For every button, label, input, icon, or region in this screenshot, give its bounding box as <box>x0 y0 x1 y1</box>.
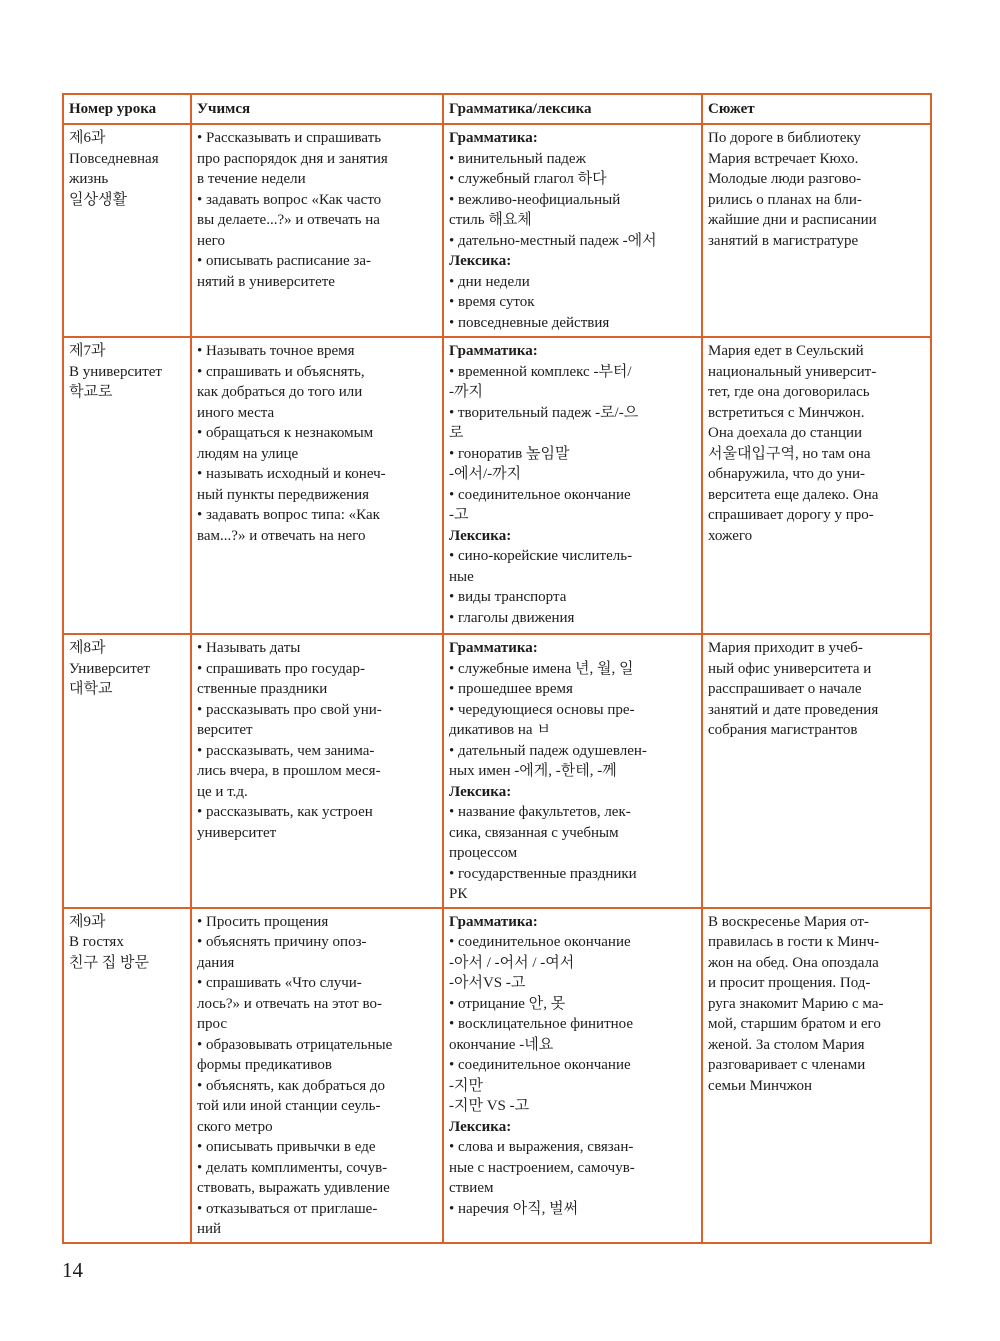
cell-line: хожего <box>708 527 753 544</box>
cell-line: семьи Минчжон <box>708 1077 813 1094</box>
learn-cell <box>191 908 443 1243</box>
cell-line: занятий и дате проведения <box>708 701 879 718</box>
cell-line: • прошедшее время <box>449 681 573 697</box>
table-row <box>63 908 931 1243</box>
cell-line: • Рассказывать и спрашивать <box>197 130 382 146</box>
cell-line: 일상생활 <box>69 191 127 208</box>
cell-line: • повседневные действия <box>449 314 610 331</box>
grammar-cell <box>443 634 702 908</box>
cell-line: В гостях <box>69 934 124 950</box>
cell-line: 대학교 <box>69 681 113 697</box>
cell-line: • чередующиеся основы пре- <box>449 701 635 718</box>
cell-line: процессом <box>449 845 518 861</box>
cell-line: ные <box>449 568 474 585</box>
cell-line: как добраться до того или <box>197 384 363 400</box>
cell-line: Мария встречает Кюхо. <box>708 150 859 167</box>
cell-line: • гоноратив 높임말 <box>449 445 570 462</box>
cell-line: университет <box>197 824 277 841</box>
cell-line: лись вчера, в прошлом меся- <box>197 763 381 779</box>
cell-line: 서울대입구역, но там она <box>708 445 871 462</box>
cell-line: • дни недели <box>449 273 530 290</box>
cell-line: ского метро <box>197 1118 273 1135</box>
learn-cell <box>191 124 443 337</box>
cell-line: жон на обед. Она опоздала <box>708 954 879 971</box>
cell-line: 로 <box>449 425 464 441</box>
cell-line: • соединительное окончание <box>449 486 631 503</box>
cell-line: • служебные имена 년, 월, 일 <box>449 660 634 677</box>
plot-cell <box>702 124 931 337</box>
cell-line: -아서VS -고 <box>449 975 526 991</box>
cell-line: 학교로 <box>69 384 113 400</box>
plot-cell <box>702 634 931 908</box>
cell-line: • соединительное окончание <box>449 934 631 950</box>
cell-line: верситет <box>197 722 253 738</box>
cell-line: Лексика: <box>449 253 512 269</box>
lesson-cell <box>63 634 191 908</box>
cell-line: дикативов на ㅂ <box>449 722 551 738</box>
cell-line: формы предикативов <box>197 1057 332 1073</box>
plot-cell <box>702 337 931 634</box>
cell-line: встретиться с Минчжон. <box>708 404 865 421</box>
cell-line: • Просить прощения <box>197 913 329 930</box>
cell-line: РК <box>449 886 468 902</box>
grammar-cell <box>443 908 702 1243</box>
cell-line: занятий в магистратуре <box>708 232 859 249</box>
cell-line: вам...?» и отвечать на него <box>197 527 366 544</box>
cell-line: Повседневная <box>69 150 159 167</box>
cell-line: ственные праздники <box>197 681 328 697</box>
cell-line: про распорядок дня и занятия <box>197 150 388 167</box>
cell-line: • называть исходный и конеч- <box>197 466 386 482</box>
cell-line: жайшие дни и расписании <box>708 212 877 228</box>
cell-line: • делать комплименты, сочув- <box>197 1159 388 1176</box>
cell-line: • образовывать отрицательные <box>197 1036 393 1053</box>
cell-line: и просит прощения. Под- <box>708 975 871 991</box>
cell-line: -에서/-까지 <box>449 466 522 482</box>
cell-line: той или иной станции сеуль- <box>197 1098 381 1114</box>
cell-line: • объяснять причину опоз- <box>197 934 367 950</box>
cell-line: жизнь <box>69 171 109 187</box>
cell-line: • задавать вопрос типа: «Как <box>197 507 380 523</box>
cell-line: разговаривает с членами <box>708 1057 866 1073</box>
cell-line: женой. За столом Мария <box>708 1036 865 1053</box>
cell-line: • спрашивать «Что случи- <box>197 975 362 991</box>
cell-line: иного места <box>197 404 275 421</box>
cell-line: • слова и выражения, связан- <box>449 1139 634 1155</box>
cell-line: ные с настроением, самочув- <box>449 1159 635 1176</box>
cell-line: Она доехала до станции <box>708 425 863 441</box>
cell-line: дания <box>197 954 235 971</box>
cell-line: В воскресенье Мария от- <box>708 913 869 930</box>
cell-line: • спрашивать и объяснять, <box>197 363 365 380</box>
cell-line: -아서 / -어서 / -여서 <box>449 954 575 971</box>
cell-line: • дательно-местный падеж -에서 <box>449 232 657 249</box>
cell-line: сика, связанная с учебным <box>449 824 619 841</box>
cell-line: Университет <box>69 660 150 677</box>
cell-line: • отрицание 안, 못 <box>449 995 566 1012</box>
cell-line: людям на улице <box>197 445 299 462</box>
lesson-cell <box>63 337 191 634</box>
cell-line: 제7과 <box>69 343 106 359</box>
cell-line: Грамматика: <box>449 130 538 146</box>
lesson-cell <box>63 908 191 1243</box>
cell-line: -고 <box>449 507 469 523</box>
cell-line: • спрашивать про государ- <box>197 660 365 677</box>
cell-line: руга знакомит Марию с ма- <box>708 995 884 1012</box>
cell-line: Мария едет в Сеульский <box>708 343 864 359</box>
lesson-cell <box>63 124 191 337</box>
cell-line: в течение недели <box>197 171 306 187</box>
table-header-row <box>63 94 931 124</box>
cell-line: • восклицательное финитное <box>449 1016 633 1032</box>
learn-cell <box>191 337 443 634</box>
cell-line: • служебный глагол 하다 <box>449 171 607 187</box>
cell-line: По дороге в библиотеку <box>708 130 861 146</box>
cell-line: прос <box>197 1016 228 1032</box>
cell-line: • рассказывать про свой уни- <box>197 701 382 718</box>
cell-line: Лексика: <box>449 1118 512 1135</box>
cell-line: • вежливо-неофициальный <box>449 191 621 208</box>
header-grammar-vocabulary: Грамматика/лексика <box>443 94 702 124</box>
cell-line: лось?» и отвечать на этот во- <box>197 995 382 1012</box>
cell-line: национальный университ- <box>708 363 877 380</box>
cell-line: -지만 <box>449 1077 483 1094</box>
cell-line: нятий в университете <box>197 273 335 290</box>
grammar-cell <box>443 337 702 634</box>
cell-line: • винительный падеж <box>449 150 586 167</box>
cell-line: • дательный падеж одушевлен- <box>449 742 647 759</box>
cell-line: • объяснять, как добраться до <box>197 1077 386 1094</box>
cell-line: • описывать расписание за- <box>197 253 372 269</box>
cell-line: ствием <box>449 1180 494 1196</box>
cell-line: • временной комплекс -부터/ <box>449 363 632 380</box>
plot-cell <box>702 908 931 1243</box>
cell-line: собрания магистрантов <box>708 722 858 738</box>
header-learn: Учимся <box>191 94 443 124</box>
cell-line: • отказываться от приглаше- <box>197 1200 378 1217</box>
cell-line: него <box>197 232 225 249</box>
table-row <box>63 124 931 337</box>
cell-line: тет, где она договорилась <box>708 384 870 400</box>
cell-line: • государственные праздники <box>449 865 637 882</box>
cell-line: • описывать привычки в еде <box>197 1139 376 1155</box>
cell-line: • Называть точное время <box>197 343 355 359</box>
cell-line: обнаружила, что до уни- <box>708 466 866 482</box>
cell-line: • Называть даты <box>197 640 301 656</box>
cell-line: 제9과 <box>69 913 106 930</box>
cell-line: • название факультетов, лек- <box>449 804 631 820</box>
cell-line: вы делаете...?» и отвечать на <box>197 212 380 228</box>
cell-line: рились о планах на бли- <box>708 191 862 208</box>
cell-line: стиль 해요체 <box>449 212 532 228</box>
table-row <box>63 634 931 908</box>
table-row <box>63 337 931 634</box>
cell-line: верситета еще далеко. Она <box>708 486 879 503</box>
cell-line: Грамматика: <box>449 640 538 656</box>
cell-line: 제8과 <box>69 640 106 656</box>
lesson-table <box>62 93 932 1244</box>
page-number: 14 <box>62 1258 83 1282</box>
cell-line: Молодые люди разгово- <box>708 171 862 187</box>
cell-line: 제6과 <box>69 130 106 146</box>
cell-line: правилась в гости к Минч- <box>708 934 880 950</box>
cell-line: -까지 <box>449 384 483 400</box>
cell-line: • рассказывать, как устроен <box>197 804 373 820</box>
cell-line: Лексика: <box>449 527 512 544</box>
cell-line: • сино-корейские числитель- <box>449 548 633 564</box>
cell-line: Мария приходит в учеб- <box>708 640 863 656</box>
cell-line: спрашивает дорогу у про- <box>708 507 874 523</box>
cell-line: • виды транспорта <box>449 589 567 605</box>
header-lesson-number: Номер урока <box>63 94 191 124</box>
cell-line: расспрашивает о начале <box>708 681 862 697</box>
lesson-table-container <box>62 93 930 1244</box>
cell-line: мой, старшим братом и его <box>708 1016 881 1032</box>
cell-line: ний <box>197 1221 222 1237</box>
cell-line: • рассказывать, чем занима- <box>197 742 375 759</box>
cell-line: • обращаться к незнакомым <box>197 425 374 441</box>
cell-line: окончание -네요 <box>449 1036 554 1053</box>
cell-line: В университет <box>69 363 162 380</box>
cell-line: Грамматика: <box>449 343 538 359</box>
cell-line: ный пункты передвижения <box>197 486 370 503</box>
grammar-cell <box>443 124 702 337</box>
cell-line: Грамматика: <box>449 913 538 930</box>
cell-line: це и т.д. <box>197 783 248 800</box>
cell-line: • время суток <box>449 294 535 310</box>
cell-line: -지만 VS -고 <box>449 1098 530 1114</box>
header-plot: Сюжет <box>702 94 931 124</box>
cell-line: • творительный падеж -로/-으 <box>449 404 639 421</box>
cell-line: 친구 집 방문 <box>69 954 149 971</box>
cell-line: ствовать, выражать удивление <box>197 1180 390 1196</box>
cell-line: ный офис университета и <box>708 660 872 677</box>
cell-line: • наречия 아직, 벌써 <box>449 1200 579 1217</box>
learn-cell <box>191 634 443 908</box>
cell-line: Лексика: <box>449 783 512 800</box>
cell-line: • глаголы движения <box>449 609 575 626</box>
cell-line: ных имен -에게, -한테, -께 <box>449 763 617 779</box>
cell-line: • задавать вопрос «Как часто <box>197 191 382 208</box>
cell-line: • соединительное окончание <box>449 1057 631 1073</box>
